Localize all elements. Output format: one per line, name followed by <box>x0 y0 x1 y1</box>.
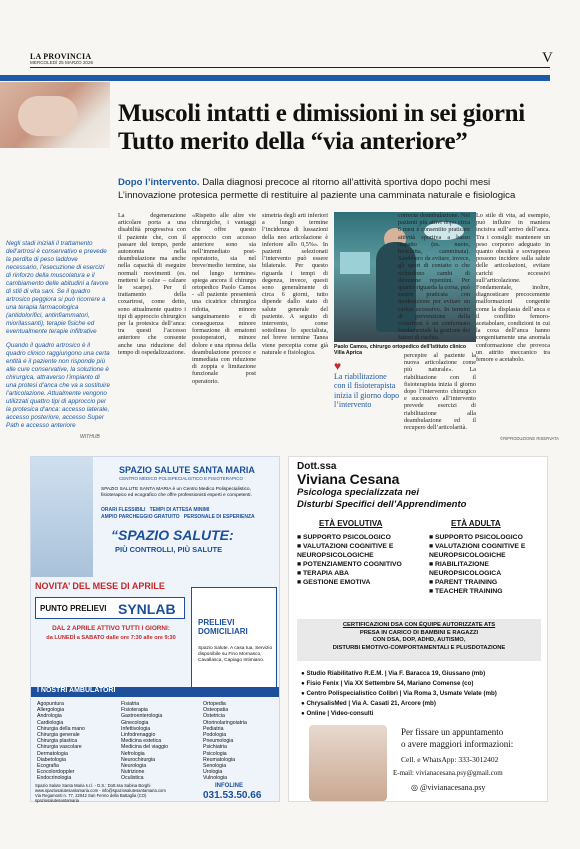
insta-text: @vivianacesana.psy <box>419 783 486 792</box>
article-col-4: correcta deambulazione. Nei pazienti più attivi dopo circa 6 mesi è consentito praticare attività sportiva a basso impatto (es. nuoto, bicicletta, camminata). Sarebbero da evitare, invece, gli sport di contatto o che richiedono cambi di direzione repentini. Per quanto riguarda la corsa, può essere praticata con moderazione per evitare un carico eccessivo. In termini di prevenzione della coxartrosi è un confermato fondamentale la gestione dei fattori di rischio. <box>398 212 470 342</box>
location-item: ● Online | Video-consulti <box>301 710 374 717</box>
ambulatorio-item: Infettivologia <box>121 725 151 732</box>
services-col-2 <box>429 533 547 596</box>
feature-2: TEMPI DI ATTESA MINIMI <box>149 507 210 513</box>
location-item: ● Fisio Fenix | Via XX Settembre 54, Mariano Comense (co) <box>301 680 474 687</box>
ambulatorio-item: Fisioterapia <box>121 707 148 714</box>
ambulatorio-item: Senologia <box>203 763 227 770</box>
ambulatorio-item: Podologia <box>203 732 227 739</box>
nurse-photo <box>31 457 93 577</box>
sidebar-text-2: Quando il quadro artrosico è il quadro clinico raggiungono una certa entità e il paziente non risponde più alle cure conservative, la soluzione è chirurgica, attraverso l’impianto di una protesi d’anca che va a sostituire l’articolazione. Attualmente vengono utilizzati quattro tipi di approccio per la protesica d’anca: accesso laterale, accesso posteriore, accesso Super Path e accesso anteriore <box>6 342 110 429</box>
ambulatorio-item: Chirurgia della mano <box>37 725 85 732</box>
ambulatorio-item: Neurochirurgia <box>121 756 156 763</box>
prelievi-box <box>35 597 185 619</box>
email[interactable]: E-mail: vivianacesana.psy@gmail.com <box>393 769 503 777</box>
cta-1: Per fissare un appuntamento <box>401 727 504 737</box>
article-col-1: La degenerazione articolare porta a una disabilità progressiva con il paziente che, con il passare del tempo, perde autonomia nella deambulazione ma anche nella capacità di eseguire normali movimenti (es. mettersi le calze – calzare le scarpe). Per il trattamento della coxartrosi, come detto, sono attualmente quattro i tipi di approccio chirurgico per la protesica dell’anca: tra questi l’accesso anteriore che consente anche una riduzione del tempo di ospedalizzazione. <box>118 212 186 356</box>
ad-footer <box>35 783 205 803</box>
service-item: ■ GESTIONE EMOTIVA <box>297 579 371 586</box>
locations-list <box>301 669 545 719</box>
ambulatorio-item: Vulnologia <box>203 775 228 782</box>
infoline-number: 031.53.50.66 <box>203 790 262 801</box>
ambulatorio-item: Dermatologia <box>37 750 68 757</box>
footer-line-1: Spazio Salute Santa Maria s.r.l. - D.S.: Dott.ssa Sabina Borghi <box>35 783 151 788</box>
service-item: ■ PARENT TRAINING <box>429 579 498 586</box>
prelievi-label: PUNTO PRELIEVI <box>40 604 107 613</box>
ambulatorio-item: Linfodrenaggio <box>121 732 156 739</box>
pulse-icon: ♥ <box>334 359 342 373</box>
pull-quote-text: La riabilitazione con il fisioterapista inizia il giorno dopo l’intervento <box>334 371 400 409</box>
service-item: ■ SUPPORTO PSICOLOGICO <box>429 534 523 541</box>
synlab-logo: SYNLAB <box>118 601 176 617</box>
ad-title-pre: Dott.ssa <box>297 461 337 472</box>
ambulatori-title: I NOSTRI AMBULATORI <box>31 687 279 697</box>
ambulatorio-item: Neurologia <box>121 763 147 770</box>
col1-head: ETÀ EVOLUTIVA <box>319 519 383 528</box>
dek <box>118 176 550 202</box>
domiciliari-title: PRELIEVI DOMICILIARI <box>198 618 248 636</box>
location-item: ● Studio Riabilitativo R.E.M. | Via F. Baracca 19, Giussano (mb) <box>301 670 486 677</box>
dek-text: Dalla diagnosi precoce al ritorno all’attività sportiva dopo pochi mesi L’innovazione protesica permette di restituire al paziente una camminata naturale e fisiologica <box>118 177 516 201</box>
service-item: ■ TERAPIA ABA <box>297 570 349 577</box>
ambulatorio-item: Ecografia <box>37 763 59 770</box>
section-bar <box>0 75 550 81</box>
ambulatorio-item: Osteopatia <box>203 707 229 714</box>
ad-role: Psicologa specializzata nei <box>297 487 419 498</box>
ambulatorio-item: Chirurgia generale <box>37 732 80 739</box>
ambulatorio-item: Agopuntura <box>37 701 64 707</box>
section-letter: V <box>542 50 553 66</box>
service-item: ■ VALUTAZIONI COGNITIVE E NEUROPSICOLOGICHE <box>429 543 526 559</box>
ambulatori-col-3 <box>203 701 279 782</box>
ad-viviana-cesana <box>288 456 548 802</box>
headline <box>118 100 550 156</box>
ad-subtitle: CENTRO MEDICO POLISPECIALISTICO E FISIOTERAPICO <box>119 476 244 481</box>
cert-1: CERTIFICAZIONI DSA CON ÉQUIPE AUTORIZZATE ATS <box>342 622 496 628</box>
ambulatorio-item: Fisiatria <box>121 701 140 707</box>
cert-4: DISTURBI EMOTIVO-COMPORTAMENTALI E PLUSDOTAZIONE <box>332 644 506 651</box>
ambulatori-col-2 <box>121 701 199 782</box>
domiciliari-box <box>191 587 277 697</box>
ambulatorio-item: Ginecologia <box>121 719 149 726</box>
photo-credit: WITHUB <box>80 434 100 440</box>
footer-line-2: www.spaziosalutesantamaria.com - info@spaziosalutesantamaria.com <box>35 788 166 793</box>
masthead-date: MERCOLEDÌ 25 MARZO 2026 <box>30 60 94 65</box>
cert-3: CON DSA, DOP, ADHD, AUTISMO, <box>372 637 466 644</box>
dal-text: DAL 2 APRILE ATTIVO TUTTI I GIORNI: <box>52 625 170 632</box>
hours-text: da LUNEDÌ a SABATO dalle ore 7:30 alle ore 9:30 <box>46 635 176 641</box>
photo-caption: Paolo Camos, chirurgo ortopedico dell’Istituto clinico Villa Aprica <box>334 344 467 356</box>
instagram-handle[interactable] <box>411 783 485 792</box>
novita-title: NOVITA’ DEL MESE DI APRILE <box>35 581 165 591</box>
masthead-rule <box>30 67 550 68</box>
article-col-2: «Rispetto alle altre vie chirurgiche, i vantaggi che offre questo approccio con accesso anteriore sono sia nell’immediato post-operatorio, sia nel breve/medio termine, sia nel lungo termine» spiega ancora il chirurgo ortopedico Paolo Camos - «Il paziente presenterà una cicatrice chirurgica ridotta, minore sanguinamento e di conseguenza minore formazione di ematomi postoperatori, minore dolore e una ripresa della deambulazione precoce e immediata con riduzione di zoppia e limitazione funzionale post operatorio. <box>192 212 256 385</box>
cert-2: PRESA IN CARICO DI BAMBINI E RAGAZZI <box>359 629 479 636</box>
location-item: ● Centro Polispecialistico Colibrì | Via Roma 3, Usmate Velate (mb) <box>301 690 497 697</box>
ambulatorio-item: Nutrizione <box>121 769 145 776</box>
headline-line-2: Tutto merito della “via anteriore” <box>118 128 468 155</box>
footer-line-4: spaziosalutesantamaria <box>35 798 79 803</box>
ad-name: Viviana Cesana <box>297 471 400 487</box>
ambulatorio-item: Pediatria <box>203 725 224 732</box>
ambulatorio-item: Nefrologia <box>121 750 145 757</box>
ambulatorio-item: Cardiologia <box>37 719 64 726</box>
ambulatorio-item: Reumatologia <box>203 756 236 763</box>
ambulatorio-item: Ostetricia <box>203 713 225 720</box>
service-item: ■ RIABILITAZIONE NEUROPSICOLOGICA <box>429 561 502 577</box>
feature-4: PERSONALE DI ESPERIENZA <box>183 514 255 520</box>
ambulatorio-item: Chirurgia vascolare <box>37 744 82 751</box>
domiciliari-text: Spazio Salute. A casa tua. Servizio disponibile su Fino Mornasco, Cavallasca, Capiago Intimiano. <box>198 646 273 663</box>
article-col-5: Lo stile di vita, ad esempio, può influire in maniera incisiva sull’arrivo dell’anca. Tra i consigli: mantenere un peso corporeo adeguato in quanto obesità e sovrappeso possono incidere sulla salute delle articolazioni, evitare carichi eccessivi sull’articolazione. Fondamentale, inoltre, diagnosticare precocemente malformazioni congenite come la displasia dell’anca e il conflitto femoro-acetabolare, condizioni in cui la coxa dell’anca hanno congenitamente una anomala conformazione che provoca un attrito meccanico tra femore e acetabolo. <box>476 212 550 364</box>
ambulatorio-item: Gastroenterologia <box>121 713 163 720</box>
ambulatorio-item: Andrologia <box>37 713 62 720</box>
ambulatorio-item: Chirurgia plastica <box>37 738 78 745</box>
ad-role-2: Disturbi Specifici dell’Apprendimento <box>297 499 467 510</box>
infoline-label: INFOLINE <box>215 783 243 789</box>
service-item: ■ SUPPORTO PSICOLOGICO <box>297 534 391 541</box>
slogan-2: PIÙ CONTROLLI, PIÙ SALUTE <box>115 545 223 554</box>
ambulatorio-item: Ecocolordoppler <box>37 769 75 776</box>
ambulatorio-item: Psicologia <box>203 750 227 757</box>
sidebar-text-1: Negli stadi iniziali il trattamento dell’artrosi è conservativo e prevede la perdita di peso laddove necessario, l’esecuzione di esercizi di rinforzo della muscolatura e il cambiamento delle abitudini a favore di stili di vita sani. Se il quadro artrosico peggiora si può ricorrere a una terapia farmacologica (antidolorifici, antinfiammatori, miorilassanti), terapie fisiche ed eventualmente terapie infiltrative <box>6 240 109 335</box>
masthead-name: LA PROVINCIA <box>30 52 92 61</box>
copyright: ©RIPRODUZIONE RISERVATA <box>500 436 560 441</box>
ad-spazio-salute <box>30 456 280 802</box>
feature-3: AMPIO PARCHEGGIO GRATUITO <box>101 514 180 520</box>
services-col-1 <box>297 533 427 587</box>
headline-line-1: Muscoli intatti e dimissioni in sei giorni <box>118 100 525 127</box>
ambulatorio-item: Ortopedia <box>203 701 226 707</box>
ambulatorio-item: Diabetologia <box>37 756 66 763</box>
sidebar-caption <box>6 240 110 440</box>
service-item: ■ VALUTAZIONI COGNITIVE E NEUROPSICOLOGICHE <box>297 543 394 559</box>
ambulatorio-item: Oculistica <box>121 775 144 782</box>
ambulatorio-item: Medicina estetica <box>121 738 162 745</box>
ambulatorio-item: Urologia <box>203 769 223 776</box>
ambulatorio-item: Otorinolaringoiatria <box>203 719 247 726</box>
ambulatorio-item: Endocrinologia <box>37 775 72 782</box>
hip-photo <box>0 82 110 148</box>
feature-1: ORARI FLESSIBILI <box>101 507 146 513</box>
article-col-3: simetria degli arti inferiori a lungo termine l’incidenza di lussazioni della neo articolazione è inferiore allo 0,5%». In pazienti selezionati l’intervento può essere bilaterale. Per questo riguarda i tempi di degenza, invece, questi sono generalmente di circa 6 giorni, tutto dipende dallo stato di salute generale del paziente. A seguito di intervento, come sottolinea lo specialista, nel breve termine Tanea viene percepita come già naturale e fisiologica. <box>262 212 328 356</box>
ambulatorio-item: Psichiatria <box>203 744 227 751</box>
col2-head: ETÀ ADULTA <box>451 519 501 528</box>
service-item: ■ POTENZIAMENTO COGNITIVO <box>297 561 402 568</box>
footer-line-3: Via Regamonti n. 77, 22042 San Fermo della Battaglia (CO) <box>35 793 147 798</box>
ad-brand: SPAZIO SALUTE SANTA MARIA <box>119 465 255 475</box>
instagram-icon: ◎ <box>411 783 418 792</box>
location-item: ● ChrysalisMed | Via A. Casati 21, Arcore (mb) <box>301 700 436 707</box>
ambulatorio-item: Medicina del viaggio <box>121 744 169 751</box>
ambulatorio-item: Allergologia <box>37 707 65 714</box>
pull-quote <box>334 359 400 410</box>
service-item: ■ TEACHER TRAINING <box>429 588 503 595</box>
portrait-photo <box>309 725 387 801</box>
article-col-mid: percepire al paziente la nuova articolazione come più naturale». La riabilitazione con il fisioterapista inizia il giorno dopo l’intervento chirurgico e successivo all’intervento prevede esercizi di riabilitazione alla deambulazione ed il recupero dell’articolarità. <box>404 352 476 432</box>
dek-lead: Dopo l’intervento. <box>118 177 200 188</box>
ambulatori-col-1 <box>37 701 115 782</box>
ad-intro: SPAZIO SALUTE SANTA MARIA è un Centro Medico Polispecialistico, fisioterapico ed ecografico che offre professionisti esperti e competenti. <box>101 487 252 498</box>
certificazioni-box <box>297 619 541 661</box>
cta-2: o avere maggiori informazioni: <box>401 739 514 749</box>
phone[interactable]: Cell. e WhatsApp: 333-3012402 <box>401 755 499 764</box>
ambulatorio-item: Pneumologia <box>203 738 234 745</box>
slogan-1: “SPAZIO SALUTE: <box>111 527 234 543</box>
